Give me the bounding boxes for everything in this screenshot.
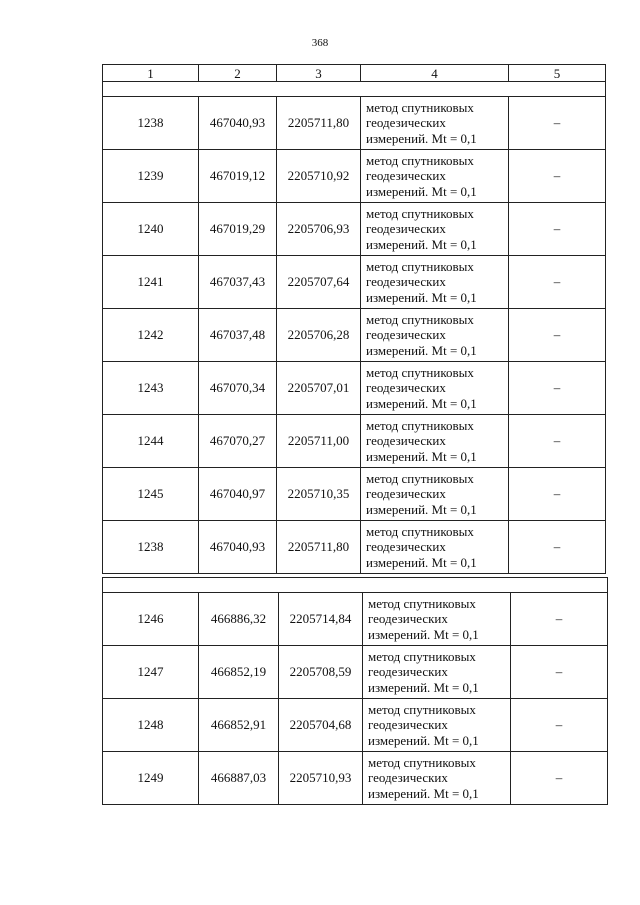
table-row [103,362,606,415]
method-line: метод спутниковых [366,470,474,486]
point-number-cell: 1239 [103,150,199,203]
y-coordinate-cell: 2205710,92 [277,150,361,203]
y-coordinate-cell: 2205707,01 [277,362,361,415]
method-line: метод спутниковых [368,754,476,770]
method-line: измерений. Mt = 0,1 [366,236,477,252]
method-line: геодезических [366,115,446,131]
method-line: метод спутниковых [366,99,474,115]
x-coordinate-cell: 466852,19 [199,646,279,699]
y-coordinate-cell: 2205706,28 [277,309,361,362]
table-row [103,150,606,203]
note-cell: – [511,699,608,752]
method-line: геодезических [368,770,448,786]
point-number-cell: 1238 [103,97,199,150]
note-cell: – [511,752,608,805]
method-line: геодезических [366,168,446,184]
x-coordinate-cell: 467070,27 [199,415,277,468]
table-row [103,97,606,150]
x-coordinate-cell: 467040,97 [199,468,277,521]
method-line: геодезических [366,433,446,449]
note-cell: – [509,150,606,203]
table-row [103,203,606,256]
point-number-cell: 1245 [103,468,199,521]
column-header-4: 4 [361,65,509,82]
x-coordinate-cell: 466887,03 [199,752,279,805]
point-number-cell: 1241 [103,256,199,309]
note-cell: – [511,593,608,646]
table-row [103,646,608,699]
method-cell [361,97,509,150]
note-cell: – [509,309,606,362]
note-cell: – [511,646,608,699]
table-row [103,415,606,468]
method-line: геодезических [368,611,448,627]
method-line: измерений. Mt = 0,1 [366,183,477,199]
note-cell: – [509,203,606,256]
column-header-1: 1 [103,65,199,82]
method-line: геодезических [366,327,446,343]
method-cell [361,415,509,468]
x-coordinate-cell: 467037,43 [199,256,277,309]
method-line: геодезических [366,486,446,502]
method-cell [363,646,511,699]
method-cell [363,752,511,805]
method-line: метод спутниковых [366,311,474,327]
method-cell [361,150,509,203]
method-line: измерений. Mt = 0,1 [366,289,477,305]
point-number-cell: 1240 [103,203,199,256]
method-line: метод спутниковых [366,152,474,168]
note-cell: – [509,468,606,521]
column-header-5: 5 [509,65,606,82]
method-line: метод спутниковых [366,417,474,433]
section-separator-row [103,82,606,97]
x-coordinate-cell: 467019,29 [199,203,277,256]
method-line: метод спутниковых [368,648,476,664]
method-line: метод спутниковых [368,701,476,717]
y-coordinate-cell: 2205711,80 [277,521,361,574]
method-line: измерений. Mt = 0,1 [366,395,477,411]
coordinates-table-bottom [102,577,608,805]
method-line: измерений. Mt = 0,1 [366,448,477,464]
x-coordinate-cell: 467040,93 [199,521,277,574]
method-line: геодезических [366,221,446,237]
method-line: геодезических [366,274,446,290]
note-cell: – [509,521,606,574]
section-separator-cell [103,578,608,593]
point-number-cell: 1249 [103,752,199,805]
method-cell [361,521,509,574]
method-line: геодезических [366,380,446,396]
method-cell [361,309,509,362]
method-line: измерений. Mt = 0,1 [366,501,477,517]
y-coordinate-cell: 2205714,84 [279,593,363,646]
method-line: метод спутниковых [366,523,474,539]
method-line: измерений. Mt = 0,1 [366,554,477,570]
x-coordinate-cell: 466852,91 [199,699,279,752]
x-coordinate-cell: 466886,32 [199,593,279,646]
method-line: измерений. Mt = 0,1 [368,732,479,748]
method-line: метод спутниковых [368,595,476,611]
column-header-row [103,65,606,82]
table-row [103,309,606,362]
column-header-3: 3 [277,65,361,82]
x-coordinate-cell: 467040,93 [199,97,277,150]
method-cell [363,699,511,752]
y-coordinate-cell: 2205711,80 [277,97,361,150]
point-number-cell: 1247 [103,646,199,699]
note-cell: – [509,415,606,468]
note-cell: – [509,256,606,309]
method-line: метод спутниковых [366,364,474,380]
y-coordinate-cell: 2205707,64 [277,256,361,309]
method-line: измерений. Mt = 0,1 [366,130,477,146]
method-cell [361,362,509,415]
column-header-2: 2 [199,65,277,82]
x-coordinate-cell: 467037,48 [199,309,277,362]
note-cell: – [509,362,606,415]
method-line: геодезических [366,539,446,555]
section-separator-row [103,578,608,593]
point-number-cell: 1246 [103,593,199,646]
method-line: метод спутниковых [366,258,474,274]
table-row [103,256,606,309]
section-separator-cell [103,82,606,97]
table-row [103,521,606,574]
table-row [103,468,606,521]
page-number: 368 [311,37,329,49]
method-cell [361,468,509,521]
coordinates-table-top [102,64,606,574]
y-coordinate-cell: 2205710,93 [279,752,363,805]
point-number-cell: 1248 [103,699,199,752]
point-number-cell: 1242 [103,309,199,362]
method-line: измерений. Mt = 0,1 [368,626,479,642]
y-coordinate-cell: 2205711,00 [277,415,361,468]
method-cell [361,256,509,309]
y-coordinate-cell: 2205710,35 [277,468,361,521]
method-cell [361,203,509,256]
note-cell: – [509,97,606,150]
point-number-cell: 1238 [103,521,199,574]
y-coordinate-cell: 2205704,68 [279,699,363,752]
method-line: геодезических [368,664,448,680]
x-coordinate-cell: 467070,34 [199,362,277,415]
method-line: метод спутниковых [366,205,474,221]
y-coordinate-cell: 2205706,93 [277,203,361,256]
point-number-cell: 1244 [103,415,199,468]
method-line: измерений. Mt = 0,1 [368,785,479,801]
point-number-cell: 1243 [103,362,199,415]
method-cell [363,593,511,646]
method-line: измерений. Mt = 0,1 [368,679,479,695]
table-row [103,699,608,752]
method-line: измерений. Mt = 0,1 [366,342,477,358]
y-coordinate-cell: 2205708,59 [279,646,363,699]
x-coordinate-cell: 467019,12 [199,150,277,203]
table-row [103,593,608,646]
table-row [103,752,608,805]
method-line: геодезических [368,717,448,733]
